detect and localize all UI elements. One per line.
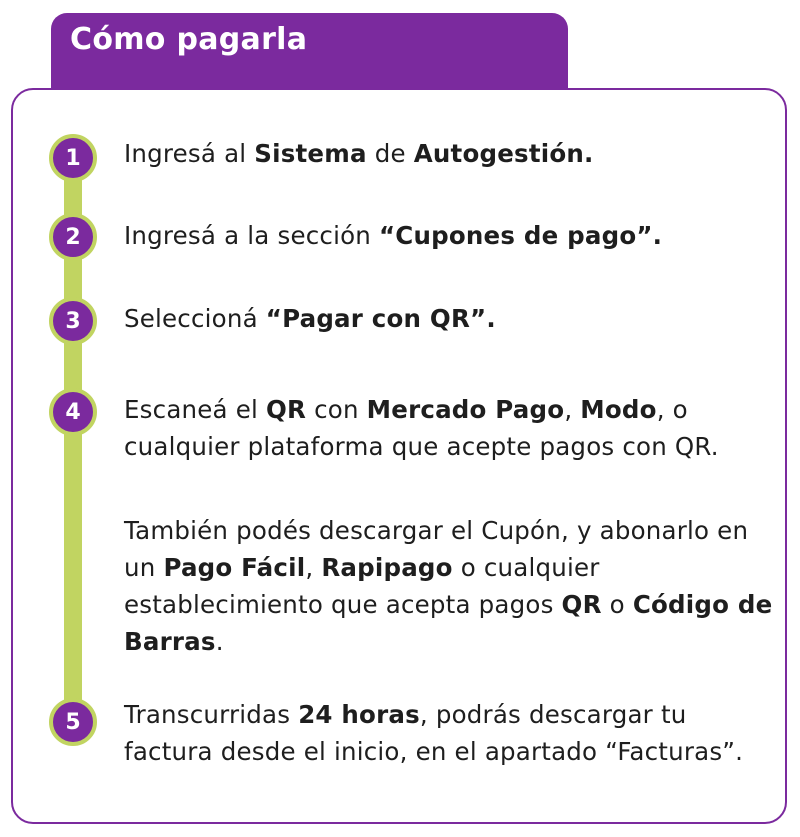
text-run: , [305, 553, 322, 582]
bold-text: “Cupones de pago”. [378, 221, 663, 250]
step-4-note [124, 512, 774, 660]
step-number-badge: 1 [49, 134, 97, 182]
text-run: También podés descargar el Cupón, y abonarlo en un [124, 516, 749, 582]
text-run: , o cualquier plataforma que acepte pagos con QR. [124, 395, 719, 461]
text-run: Ingresá a la sección [124, 221, 379, 250]
text-run: de [366, 139, 414, 168]
text-run: . [215, 627, 224, 656]
step-4-text [124, 391, 774, 465]
step-3-text [124, 300, 774, 337]
bold-text: Modo [580, 395, 657, 424]
text-run: , [564, 395, 581, 424]
step-2-text [124, 217, 774, 254]
bold-text: QR [561, 590, 602, 619]
text-run: Seleccioná [124, 304, 266, 333]
bold-text: QR [266, 395, 307, 424]
step-1-text [124, 135, 774, 172]
bold-text: Autogestión. [413, 139, 594, 168]
text-run: Transcurridas [124, 700, 299, 729]
step-number-badge: 2 [49, 213, 97, 261]
bold-text: Pago Fácil [163, 553, 306, 582]
text-run: , podrás descargar tu factura desde el inicio, en el apartado “Facturas”. [124, 700, 744, 766]
bold-text: Sistema [254, 139, 367, 168]
step-number-badge: 5 [49, 698, 97, 746]
bold-text: Mercado Pago [366, 395, 565, 424]
bold-text: 24 horas [298, 700, 420, 729]
bold-text: Rapipago [321, 553, 453, 582]
text-run: o [601, 590, 633, 619]
step-number-badge: 3 [49, 297, 97, 345]
page-title: Cómo pagarla [70, 22, 308, 57]
bold-text: “Pagar con QR”. [265, 304, 496, 333]
step-5-text [124, 696, 774, 770]
bold-text: Código de Barras [124, 590, 773, 656]
text-run: Escaneá el [124, 395, 266, 424]
text-run: o cualquier establecimiento que acepta pagos [124, 553, 600, 619]
step-number-badge: 4 [49, 388, 97, 436]
text-run: con [306, 395, 367, 424]
text-run: Ingresá al [124, 139, 255, 168]
